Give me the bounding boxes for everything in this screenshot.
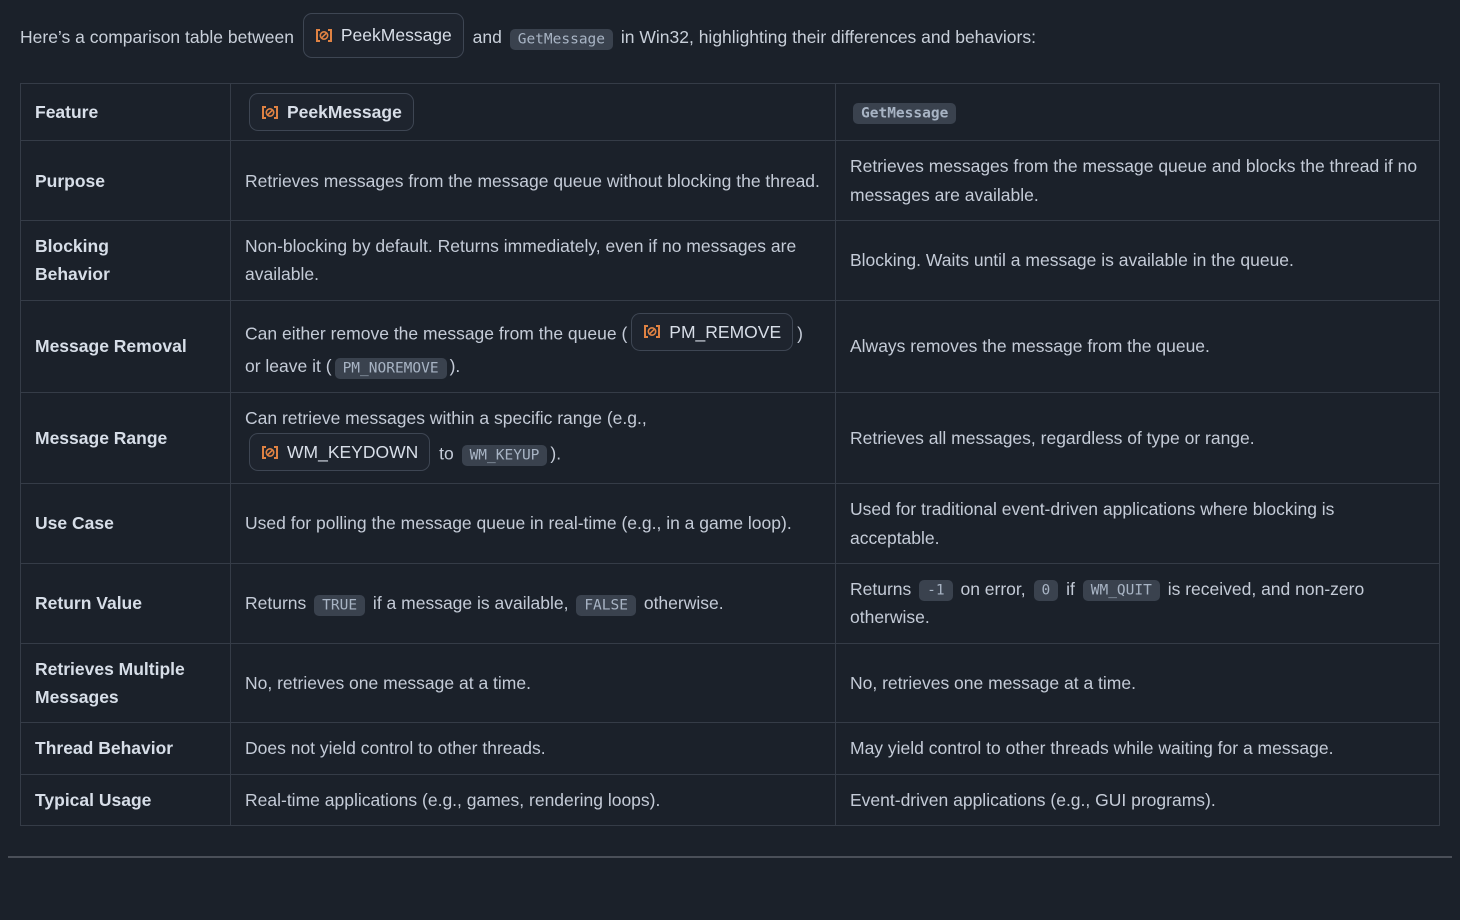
table-row [21,300,1440,392]
header-row [21,84,1440,141]
feature-cell: Message Removal [21,300,231,392]
code-ref-label: PeekMessage [287,102,402,122]
code-symbol-icon [261,445,279,460]
text-run: Event-driven applications (e.g., GUI programs). [850,789,1216,810]
feature-cell: Thread Behavior [21,723,231,774]
peekmessage-cell [231,774,836,825]
text-run: Retrieves messages from the message queue without blocking the thread. [245,170,820,191]
text-run: otherwise. [638,593,724,614]
text-run: to [434,443,459,464]
peekmessage-cell [231,300,836,392]
divider [8,856,1452,858]
code-ref-chip[interactable] [303,13,464,58]
getmessage-cell [836,484,1440,564]
text-run: No, retrieves one message at a time. [245,672,531,693]
text-run: Can retrieve messages within a specific range (e.g., [245,407,647,428]
inline-code: PM_NOREMOVE [335,358,447,379]
table-row [21,484,1440,564]
code-ref-chip[interactable] [631,313,793,351]
column-header-peekmessage [231,84,836,141]
getmessage-cell [836,221,1440,301]
code-symbol-icon [261,105,279,120]
feature-cell: Retrieves Multiple Messages [21,643,231,723]
table-header [21,84,1440,141]
column-header-getmessage [836,84,1440,141]
table-row [21,774,1440,825]
text-run: Returns [245,593,312,614]
table-row [21,723,1440,774]
code-ref-label: PM_REMOVE [669,321,782,342]
peekmessage-cell [231,392,836,484]
text-run: Used for polling the message queue in real-time (e.g., in a game loop). [245,513,792,534]
peekmessage-cell [231,723,836,774]
feature-cell: Message Range [21,392,231,484]
text-run: is received, and non-zero otherwise. [850,578,1365,628]
text-run: ). [550,443,562,464]
text-run: Non-blocking by default. Returns immediately, even if no messages are available. [245,236,797,285]
feature-cell: Use Case [21,484,231,564]
code-ref-chip[interactable] [249,433,430,471]
text-run: Retrieves messages from the message queue and blocks the thread if no messages are available. [850,156,1418,205]
feature-cell: Purpose [21,141,231,221]
inline-code: 0 [1034,580,1059,601]
getmessage-cell [836,141,1440,221]
code-ref-chip[interactable] [249,93,414,131]
text-run: ). [449,356,461,377]
inline-code: TRUE [314,595,365,616]
intro-paragraph [20,12,1440,59]
text-run: Here’s a comparison table between [20,27,299,47]
table-body [21,141,1440,826]
inline-code: WM_QUIT [1083,580,1160,601]
inline-code: GetMessage [853,103,956,124]
text-run: Feature [35,102,99,122]
text-run: on error, [955,578,1031,599]
table-row [21,643,1440,723]
peekmessage-cell [231,221,836,301]
inline-code: GetMessage [510,29,613,50]
feature-cell: Blocking Behavior [21,221,231,301]
column-header-feature [21,84,231,141]
text-run: May yield control to other threads while waiting for a message. [850,738,1334,759]
table-row [21,392,1440,484]
inline-code: -1 [919,580,952,601]
code-ref-label: PeekMessage [340,25,452,45]
getmessage-cell [836,643,1440,723]
text-run: Real-time applications (e.g., games, rendering loops). [245,789,661,810]
feature-cell: Return Value [21,563,231,643]
code-ref-label: WM_KEYDOWN [287,441,419,462]
peekmessage-cell [231,643,836,723]
comparison-table [20,83,1440,826]
getmessage-cell [836,774,1440,825]
table-row [21,563,1440,643]
text-run: if a message is available, [368,593,574,614]
code-symbol-icon [643,324,661,339]
getmessage-cell [836,300,1440,392]
peekmessage-cell [231,484,836,564]
text-run: if [1061,578,1080,599]
text-run: Returns [850,578,917,599]
feature-cell: Typical Usage [21,774,231,825]
code-symbol-icon [315,28,333,43]
getmessage-cell [836,392,1440,484]
text-run: ) or leave it ( [245,323,803,377]
inline-code: WM_KEYUP [462,445,548,466]
getmessage-cell [836,563,1440,643]
text-run: No, retrieves one message at a time. [850,672,1136,693]
text-run: Blocking. Waits until a message is available in the queue. [850,250,1294,271]
table-row [21,141,1440,221]
text-run: Always removes the message from the queue. [850,335,1210,356]
text-run: Can either remove the message from the queue ( [245,323,628,344]
getmessage-cell [836,723,1440,774]
peekmessage-cell [231,563,836,643]
peekmessage-cell [231,141,836,221]
text-run: Does not yield control to other threads. [245,738,546,759]
text-run: Retrieves all messages, regardless of type or range. [850,427,1255,448]
text-run: Used for traditional event-driven applications where blocking is acceptable. [850,499,1335,548]
table-row [21,221,1440,301]
inline-code: FALSE [576,595,636,616]
text-run: and [467,27,507,47]
text-run: in Win32, highlighting their differences and behaviors: [616,27,1036,47]
